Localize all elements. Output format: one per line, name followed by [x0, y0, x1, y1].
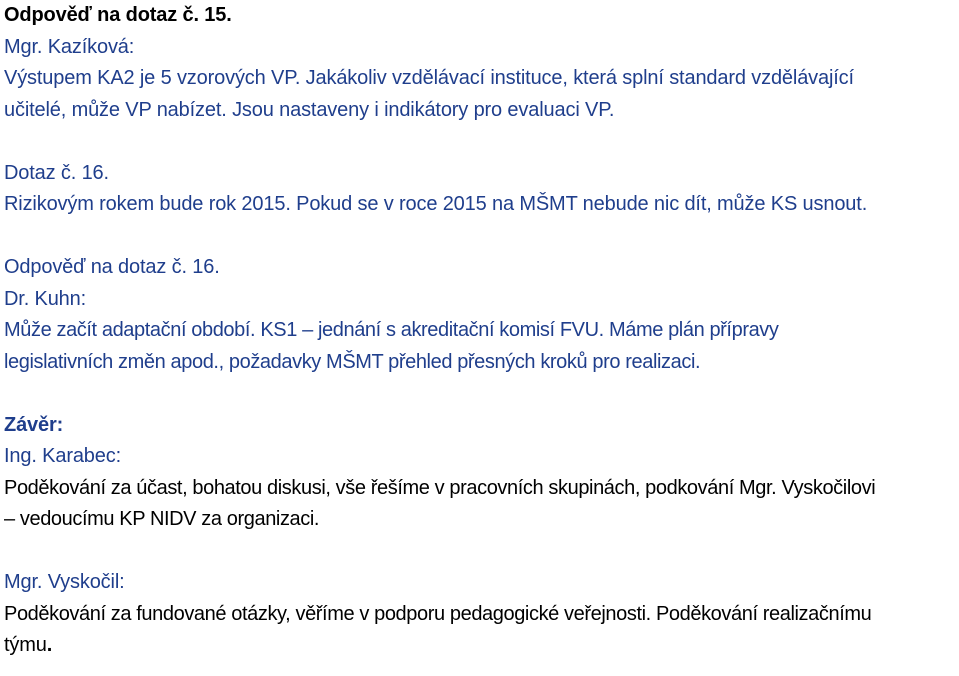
answer-16-text-line-2: legislativních změn apod., požadavky MŠMT přehled přesných kroků pro realizaci.	[4, 350, 701, 373]
spacer	[4, 126, 959, 158]
answer-15-heading: Odpověď na dotaz č. 15.	[4, 4, 232, 26]
conclusion-heading: Závěr:	[4, 413, 64, 436]
conclusion-text-1-line-1: Poděkování za účast, bohatou diskusi, vše řešíme v pracovních skupinách, podkování Mgr. Vyskočilovi	[4, 476, 876, 499]
conclusion-text-1-line-2: – vedoucímu KP NIDV za organizaci.	[4, 508, 320, 530]
question-16-heading: Dotaz č. 16.	[4, 161, 109, 184]
conclusion-text-2-period: .	[46, 634, 53, 656]
answer-16-text-line-1: Může začít adaptační období. KS1 – jednání s akreditační komisí FVU. Máme plán přípravy	[4, 319, 779, 341]
spacer	[4, 378, 959, 410]
conclusion-text-2-line-1: Poděkování za fundované otázky, věříme v podporu pedagogické veřejnosti. Poděkování realizačnímu	[4, 602, 872, 625]
answer-15-speaker: Mgr. Kazíková:	[4, 35, 135, 58]
spacer	[4, 221, 959, 253]
conclusion-text-2-line-2	[4, 630, 959, 662]
spacer	[4, 536, 959, 568]
document-body	[4, 0, 959, 662]
answer-15-text-line-2: učitelé, může VP nabízet. Jsou nastaveny i indikátory pro evaluaci VP.	[4, 98, 615, 121]
question-16-text: Rizikovým rokem bude rok 2015. Pokud se v roce 2015 na MŠMT nebude nic dít, může KS usnout.	[4, 193, 868, 215]
conclusion-speaker-2: Mgr. Vyskočil:	[4, 571, 125, 593]
conclusion-text-2-word: týmu	[4, 634, 47, 656]
answer-16-heading: Odpověď na dotaz č. 16.	[4, 256, 220, 278]
answer-15-text-line-1: Výstupem KA2 je 5 vzorových VP. Jakákoliv vzdělávací instituce, která splní standard vzdělávající	[4, 67, 854, 89]
answer-16-speaker: Dr. Kuhn:	[4, 287, 87, 310]
conclusion-speaker-1: Ing. Karabec:	[4, 445, 122, 467]
